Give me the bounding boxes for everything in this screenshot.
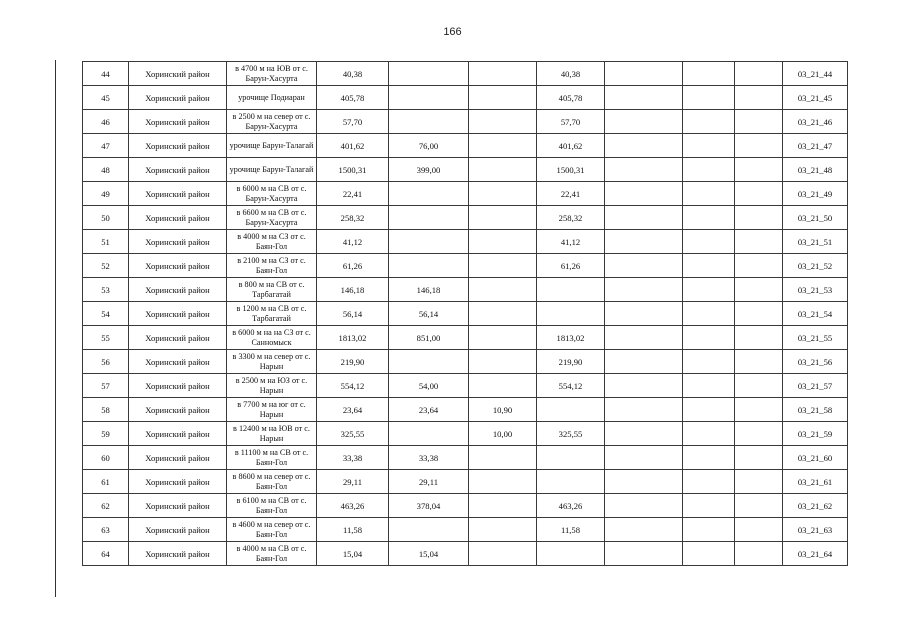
- area-col2-cell: 378,04: [389, 494, 469, 518]
- district-cell: Хоринский район: [129, 326, 227, 350]
- area-col7-cell: [735, 86, 783, 110]
- row-number-cell: 60: [83, 446, 129, 470]
- registry-table-body: [83, 62, 848, 566]
- total-area-cell: 11,58: [317, 518, 389, 542]
- district-cell: Хоринский район: [129, 158, 227, 182]
- code-cell: 03_21_45: [783, 86, 848, 110]
- table-row: [83, 446, 848, 470]
- row-number-cell: 53: [83, 278, 129, 302]
- area-col3-cell: [469, 494, 537, 518]
- area-col2-cell: 146,18: [389, 278, 469, 302]
- row-number-cell: 64: [83, 542, 129, 566]
- area-col3-cell: [469, 134, 537, 158]
- area-col4-cell: 22,41: [537, 182, 605, 206]
- area-col7-cell: [735, 350, 783, 374]
- table-row: [83, 398, 848, 422]
- table-row: [83, 134, 848, 158]
- area-col7-cell: [735, 518, 783, 542]
- area-col5-cell: [605, 110, 683, 134]
- table-row: [83, 374, 848, 398]
- row-number-cell: 56: [83, 350, 129, 374]
- district-cell: Хоринский район: [129, 230, 227, 254]
- area-col7-cell: [735, 470, 783, 494]
- code-cell: 03_21_64: [783, 542, 848, 566]
- area-col6-cell: [683, 134, 735, 158]
- table-row: [83, 494, 848, 518]
- district-cell: Хоринский район: [129, 518, 227, 542]
- code-cell: 03_21_59: [783, 422, 848, 446]
- area-col6-cell: [683, 62, 735, 86]
- area-col4-cell: 401,62: [537, 134, 605, 158]
- area-col7-cell: [735, 182, 783, 206]
- area-col7-cell: [735, 62, 783, 86]
- area-col4-cell: [537, 542, 605, 566]
- area-col6-cell: [683, 326, 735, 350]
- location-cell: в 12400 м на ЮВ от с. Нарын: [227, 422, 317, 446]
- area-col6-cell: [683, 86, 735, 110]
- district-cell: Хоринский район: [129, 446, 227, 470]
- area-col2-cell: [389, 254, 469, 278]
- row-number-cell: 59: [83, 422, 129, 446]
- area-col5-cell: [605, 134, 683, 158]
- area-col2-cell: [389, 110, 469, 134]
- area-col5-cell: [605, 350, 683, 374]
- district-cell: Хоринский район: [129, 494, 227, 518]
- code-cell: 03_21_55: [783, 326, 848, 350]
- area-col7-cell: [735, 230, 783, 254]
- area-col5-cell: [605, 518, 683, 542]
- table-row: [83, 278, 848, 302]
- area-col5-cell: [605, 302, 683, 326]
- area-col7-cell: [735, 206, 783, 230]
- code-cell: 03_21_63: [783, 518, 848, 542]
- location-cell: в 2500 м на север от с. Барун-Хасурта: [227, 110, 317, 134]
- area-col4-cell: 61,26: [537, 254, 605, 278]
- total-area-cell: 1813,02: [317, 326, 389, 350]
- area-col2-cell: 851,00: [389, 326, 469, 350]
- district-cell: Хоринский район: [129, 470, 227, 494]
- code-cell: 03_21_54: [783, 302, 848, 326]
- area-col4-cell: 1500,31: [537, 158, 605, 182]
- area-col3-cell: [469, 278, 537, 302]
- location-cell: в 6000 м на СВ от с. Барун-Хасурта: [227, 182, 317, 206]
- area-col7-cell: [735, 278, 783, 302]
- area-col3-cell: [469, 350, 537, 374]
- area-col4-cell: [537, 470, 605, 494]
- area-col4-cell: [537, 446, 605, 470]
- code-cell: 03_21_48: [783, 158, 848, 182]
- area-col6-cell: [683, 206, 735, 230]
- area-col7-cell: [735, 422, 783, 446]
- area-col2-cell: [389, 62, 469, 86]
- code-cell: 03_21_46: [783, 110, 848, 134]
- table-row: [83, 326, 848, 350]
- area-col3-cell: [469, 86, 537, 110]
- table-row: [83, 518, 848, 542]
- area-col5-cell: [605, 374, 683, 398]
- row-number-cell: 46: [83, 110, 129, 134]
- table-row: [83, 110, 848, 134]
- table-row: [83, 254, 848, 278]
- district-cell: Хоринский район: [129, 110, 227, 134]
- area-col4-cell: 258,32: [537, 206, 605, 230]
- total-area-cell: 325,55: [317, 422, 389, 446]
- code-cell: 03_21_51: [783, 230, 848, 254]
- area-col6-cell: [683, 254, 735, 278]
- row-number-cell: 52: [83, 254, 129, 278]
- total-area-cell: 33,38: [317, 446, 389, 470]
- total-area-cell: 146,18: [317, 278, 389, 302]
- table-row: [83, 62, 848, 86]
- area-col3-cell: [469, 326, 537, 350]
- location-cell: в 2500 м на ЮЗ от с. Нарын: [227, 374, 317, 398]
- district-cell: Хоринский район: [129, 350, 227, 374]
- area-col4-cell: 405,78: [537, 86, 605, 110]
- location-cell: урочище Барун-Талагай: [227, 158, 317, 182]
- area-col6-cell: [683, 446, 735, 470]
- area-col5-cell: [605, 62, 683, 86]
- location-cell: в 8600 м на север от с. Баян-Гол: [227, 470, 317, 494]
- location-cell: в 11100 м на СВ от с. Баян-Гол: [227, 446, 317, 470]
- area-col4-cell: [537, 278, 605, 302]
- code-cell: 03_21_52: [783, 254, 848, 278]
- area-col5-cell: [605, 278, 683, 302]
- area-col5-cell: [605, 326, 683, 350]
- area-col5-cell: [605, 422, 683, 446]
- table-row: [83, 206, 848, 230]
- area-col2-cell: 56,14: [389, 302, 469, 326]
- area-col2-cell: 29,11: [389, 470, 469, 494]
- area-col7-cell: [735, 494, 783, 518]
- area-col4-cell: 41,12: [537, 230, 605, 254]
- district-cell: Хоринский район: [129, 398, 227, 422]
- area-col3-cell: [469, 518, 537, 542]
- area-col2-cell: 54,00: [389, 374, 469, 398]
- area-col6-cell: [683, 518, 735, 542]
- area-col6-cell: [683, 374, 735, 398]
- code-cell: 03_21_47: [783, 134, 848, 158]
- row-number-cell: 54: [83, 302, 129, 326]
- area-col4-cell: [537, 398, 605, 422]
- code-cell: 03_21_57: [783, 374, 848, 398]
- area-col2-cell: 15,04: [389, 542, 469, 566]
- margin-rule: [55, 60, 56, 597]
- area-col3-cell: [469, 446, 537, 470]
- total-area-cell: 22,41: [317, 182, 389, 206]
- area-col6-cell: [683, 230, 735, 254]
- row-number-cell: 51: [83, 230, 129, 254]
- row-number-cell: 50: [83, 206, 129, 230]
- district-cell: Хоринский район: [129, 542, 227, 566]
- total-area-cell: 1500,31: [317, 158, 389, 182]
- location-cell: в 6000 м на на СЗ от с. Санномыск: [227, 326, 317, 350]
- total-area-cell: 29,11: [317, 470, 389, 494]
- area-col6-cell: [683, 182, 735, 206]
- area-col3-cell: [469, 302, 537, 326]
- area-col3-cell: [469, 158, 537, 182]
- area-col2-cell: [389, 350, 469, 374]
- row-number-cell: 44: [83, 62, 129, 86]
- area-col4-cell: 11,58: [537, 518, 605, 542]
- registry-table: [82, 61, 848, 566]
- area-col7-cell: [735, 446, 783, 470]
- area-col5-cell: [605, 158, 683, 182]
- page-number: 166: [443, 26, 462, 38]
- area-col2-cell: 33,38: [389, 446, 469, 470]
- area-col3-cell: [469, 374, 537, 398]
- table-row: [83, 470, 848, 494]
- area-col6-cell: [683, 398, 735, 422]
- area-col2-cell: [389, 86, 469, 110]
- code-cell: 03_21_53: [783, 278, 848, 302]
- total-area-cell: 61,26: [317, 254, 389, 278]
- row-number-cell: 57: [83, 374, 129, 398]
- area-col3-cell: [469, 470, 537, 494]
- total-area-cell: 15,04: [317, 542, 389, 566]
- area-col5-cell: [605, 398, 683, 422]
- area-col6-cell: [683, 494, 735, 518]
- district-cell: Хоринский район: [129, 62, 227, 86]
- code-cell: 03_21_60: [783, 446, 848, 470]
- area-col5-cell: [605, 494, 683, 518]
- area-col3-cell: [469, 62, 537, 86]
- district-cell: Хоринский район: [129, 374, 227, 398]
- area-col3-cell: [469, 254, 537, 278]
- district-cell: Хоринский район: [129, 278, 227, 302]
- table-row: [83, 182, 848, 206]
- code-cell: 03_21_62: [783, 494, 848, 518]
- code-cell: 03_21_50: [783, 206, 848, 230]
- total-area-cell: 57,70: [317, 110, 389, 134]
- area-col4-cell: 40,38: [537, 62, 605, 86]
- area-col5-cell: [605, 470, 683, 494]
- location-cell: в 4700 м на ЮВ от с. Барун-Хасурта: [227, 62, 317, 86]
- area-col6-cell: [683, 278, 735, 302]
- area-col5-cell: [605, 446, 683, 470]
- location-cell: в 7700 м на юг от с. Нарын: [227, 398, 317, 422]
- area-col7-cell: [735, 254, 783, 278]
- location-cell: в 2100 м на СЗ от с. Баян-Гол: [227, 254, 317, 278]
- code-cell: 03_21_44: [783, 62, 848, 86]
- area-col3-cell: [469, 110, 537, 134]
- total-area-cell: 23,64: [317, 398, 389, 422]
- area-col6-cell: [683, 542, 735, 566]
- area-col6-cell: [683, 110, 735, 134]
- area-col4-cell: 325,55: [537, 422, 605, 446]
- area-col2-cell: 23,64: [389, 398, 469, 422]
- district-cell: Хоринский район: [129, 254, 227, 278]
- area-col5-cell: [605, 206, 683, 230]
- total-area-cell: 258,32: [317, 206, 389, 230]
- area-col5-cell: [605, 254, 683, 278]
- area-col7-cell: [735, 326, 783, 350]
- area-col2-cell: [389, 230, 469, 254]
- area-col5-cell: [605, 542, 683, 566]
- row-number-cell: 49: [83, 182, 129, 206]
- area-col3-cell: 10,90: [469, 398, 537, 422]
- location-cell: урочище Подиаран: [227, 86, 317, 110]
- row-number-cell: 47: [83, 134, 129, 158]
- location-cell: в 6600 м на СВ от с. Барун-Хасурта: [227, 206, 317, 230]
- area-col6-cell: [683, 158, 735, 182]
- table-row: [83, 230, 848, 254]
- area-col6-cell: [683, 350, 735, 374]
- location-cell: в 4600 м на север от с. Баян-Гол: [227, 518, 317, 542]
- location-cell: в 1200 м на СВ от с. Тарбагатай: [227, 302, 317, 326]
- area-col6-cell: [683, 470, 735, 494]
- table-row: [83, 542, 848, 566]
- district-cell: Хоринский район: [129, 206, 227, 230]
- area-col7-cell: [735, 158, 783, 182]
- area-col3-cell: [469, 542, 537, 566]
- area-col4-cell: 1813,02: [537, 326, 605, 350]
- area-col2-cell: [389, 518, 469, 542]
- area-col7-cell: [735, 374, 783, 398]
- area-col4-cell: 219,90: [537, 350, 605, 374]
- location-cell: в 6100 м на СВ от с. Баян-Гол: [227, 494, 317, 518]
- table-row: [83, 422, 848, 446]
- area-col3-cell: [469, 182, 537, 206]
- row-number-cell: 61: [83, 470, 129, 494]
- row-number-cell: 55: [83, 326, 129, 350]
- location-cell: в 800 м на СВ от с. Тарбагатай: [227, 278, 317, 302]
- area-col6-cell: [683, 302, 735, 326]
- area-col3-cell: [469, 230, 537, 254]
- location-cell: в 4000 м на СВ от с. Баян-Гол: [227, 542, 317, 566]
- code-cell: 03_21_61: [783, 470, 848, 494]
- area-col3-cell: 10,00: [469, 422, 537, 446]
- area-col2-cell: [389, 182, 469, 206]
- total-area-cell: 41,12: [317, 230, 389, 254]
- row-number-cell: 58: [83, 398, 129, 422]
- district-cell: Хоринский район: [129, 182, 227, 206]
- area-col7-cell: [735, 398, 783, 422]
- row-number-cell: 48: [83, 158, 129, 182]
- area-col7-cell: [735, 110, 783, 134]
- district-cell: Хоринский район: [129, 422, 227, 446]
- district-cell: Хоринский район: [129, 86, 227, 110]
- area-col4-cell: 554,12: [537, 374, 605, 398]
- row-number-cell: 63: [83, 518, 129, 542]
- row-number-cell: 62: [83, 494, 129, 518]
- total-area-cell: 40,38: [317, 62, 389, 86]
- district-cell: Хоринский район: [129, 134, 227, 158]
- area-col5-cell: [605, 86, 683, 110]
- area-col2-cell: [389, 422, 469, 446]
- total-area-cell: 56,14: [317, 302, 389, 326]
- area-col7-cell: [735, 134, 783, 158]
- area-col2-cell: 399,00: [389, 158, 469, 182]
- area-col3-cell: [469, 206, 537, 230]
- code-cell: 03_21_56: [783, 350, 848, 374]
- area-col2-cell: 76,00: [389, 134, 469, 158]
- location-cell: урочище Барун-Талагай: [227, 134, 317, 158]
- code-cell: 03_21_49: [783, 182, 848, 206]
- table-row: [83, 350, 848, 374]
- total-area-cell: 219,90: [317, 350, 389, 374]
- area-col5-cell: [605, 182, 683, 206]
- code-cell: 03_21_58: [783, 398, 848, 422]
- total-area-cell: 463,26: [317, 494, 389, 518]
- area-col7-cell: [735, 302, 783, 326]
- table-row: [83, 158, 848, 182]
- area-col5-cell: [605, 230, 683, 254]
- area-col4-cell: 463,26: [537, 494, 605, 518]
- area-col2-cell: [389, 206, 469, 230]
- total-area-cell: 405,78: [317, 86, 389, 110]
- area-col4-cell: 57,70: [537, 110, 605, 134]
- total-area-cell: 401,62: [317, 134, 389, 158]
- district-cell: Хоринский район: [129, 302, 227, 326]
- row-number-cell: 45: [83, 86, 129, 110]
- area-col7-cell: [735, 542, 783, 566]
- area-col6-cell: [683, 422, 735, 446]
- location-cell: в 4000 м на СЗ от с. Баян-Гол: [227, 230, 317, 254]
- table-row: [83, 86, 848, 110]
- location-cell: в 3300 м на север от с. Нарын: [227, 350, 317, 374]
- area-col4-cell: [537, 302, 605, 326]
- table-row: [83, 302, 848, 326]
- total-area-cell: 554,12: [317, 374, 389, 398]
